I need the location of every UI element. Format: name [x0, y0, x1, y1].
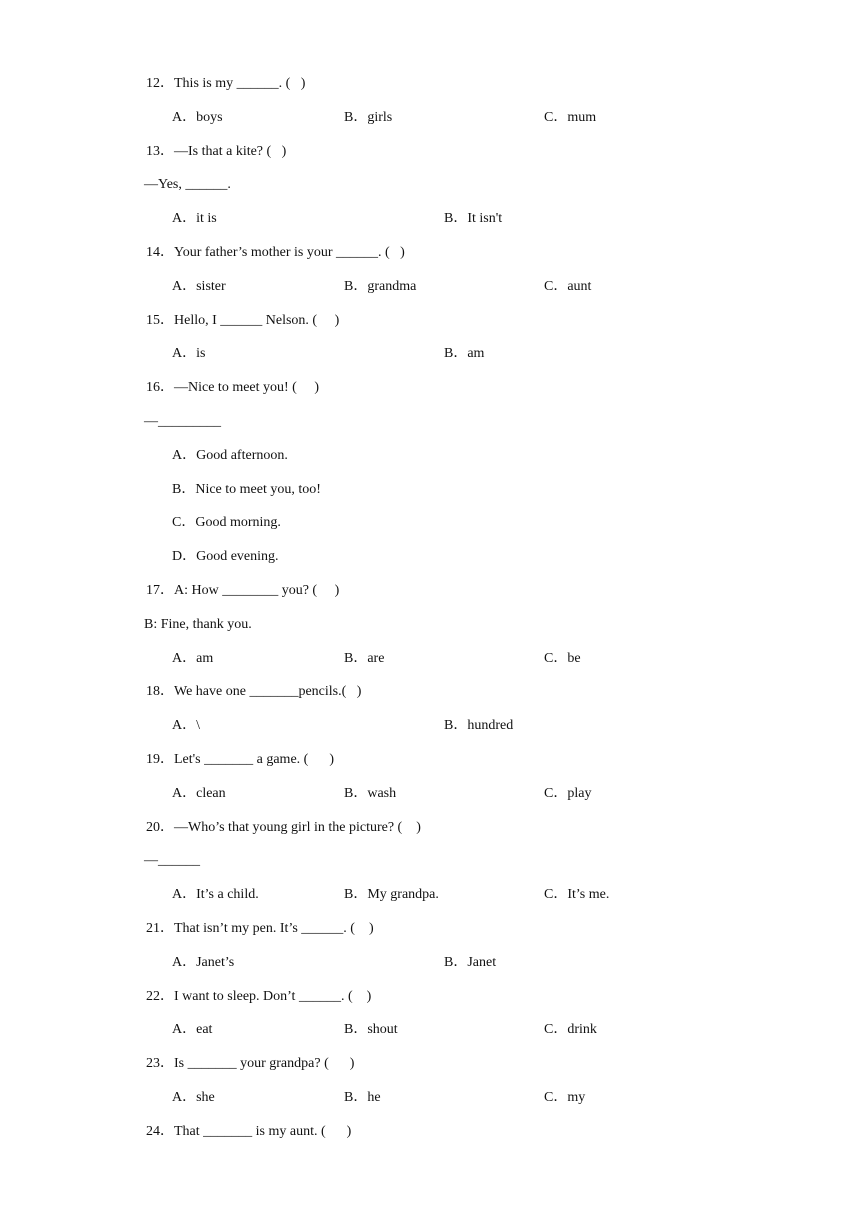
answer-option[interactable]: B．he [344, 1090, 381, 1105]
answer-option[interactable]: A．sister [172, 279, 226, 294]
answer-option[interactable]: C．mum [544, 110, 597, 125]
question-stem: 16．—Nice to meet you! ( ) [146, 380, 320, 395]
answer-option[interactable]: B．girls [344, 110, 393, 125]
answer-option[interactable]: B．are [344, 651, 385, 666]
question-stem: 22．I want to sleep. Don’t ______. ( ) [146, 989, 372, 1004]
answer-option[interactable]: C．play [544, 786, 592, 801]
answer-option[interactable]: A．It’s a child. [172, 887, 259, 902]
answer-option[interactable]: D．Good evening. [172, 549, 279, 564]
question-dialog-line: B: Fine, thank you. [144, 617, 252, 632]
answer-option[interactable]: A．Good afternoon. [172, 448, 288, 463]
question-dialog-line: —______ [144, 853, 200, 868]
question-stem: 15．Hello, I ______ Nelson. ( ) [146, 313, 340, 328]
question-dialog-line: —Yes, ______. [144, 177, 231, 192]
answer-option[interactable]: B．Janet [444, 955, 497, 970]
answer-option[interactable]: B．My grandpa. [344, 887, 439, 902]
question-stem: 14．Your father’s mother is your ______. ( ) [146, 245, 405, 260]
answer-option[interactable]: A．it is [172, 211, 217, 226]
question-stem: 20．—Who’s that young girl in the picture? ( ) [146, 820, 421, 835]
answer-option[interactable]: C．Good morning. [172, 515, 281, 530]
answer-option[interactable]: A．boys [172, 110, 223, 125]
answer-option[interactable]: C．drink [544, 1022, 597, 1037]
answer-option[interactable]: A．she [172, 1090, 215, 1105]
answer-option[interactable]: A．is [172, 346, 206, 361]
answer-option[interactable]: B．am [444, 346, 485, 361]
answer-option[interactable]: B．hundred [444, 718, 514, 733]
answer-option[interactable]: B．It isn't [444, 211, 503, 226]
answer-option[interactable]: A．\ [172, 718, 200, 733]
answer-option[interactable]: A．Janet’s [172, 955, 235, 970]
question-stem: 21．That isn’t my pen. It’s ______. ( ) [146, 921, 374, 936]
answer-option[interactable]: C．my [544, 1090, 586, 1105]
answer-option[interactable]: B．Nice to meet you, too! [172, 482, 321, 497]
question-stem: 13．—Is that a kite? ( ) [146, 144, 287, 159]
answer-option[interactable]: B．grandma [344, 279, 417, 294]
answer-option[interactable]: A．am [172, 651, 214, 666]
answer-option[interactable]: A．clean [172, 786, 226, 801]
question-stem: 17．A: How ________ you? ( ) [146, 583, 340, 598]
answer-option[interactable]: B．shout [344, 1022, 398, 1037]
answer-option[interactable]: C．aunt [544, 279, 592, 294]
answer-option[interactable]: C．be [544, 651, 581, 666]
answer-option[interactable]: A．eat [172, 1022, 213, 1037]
answer-option[interactable]: B．wash [344, 786, 397, 801]
question-stem: 19．Let's _______ a game. ( ) [146, 752, 334, 767]
question-stem: 18．We have one _______pencils.( ) [146, 684, 362, 699]
question-stem: 12．This is my ______. ( ) [146, 76, 306, 91]
question-dialog-line: —_________ [144, 414, 221, 429]
question-stem: 23．Is _______ your grandpa? ( ) [146, 1056, 355, 1071]
answer-option[interactable]: C．It’s me. [544, 887, 610, 902]
question-stem: 24．That _______ is my aunt. ( ) [146, 1124, 352, 1139]
